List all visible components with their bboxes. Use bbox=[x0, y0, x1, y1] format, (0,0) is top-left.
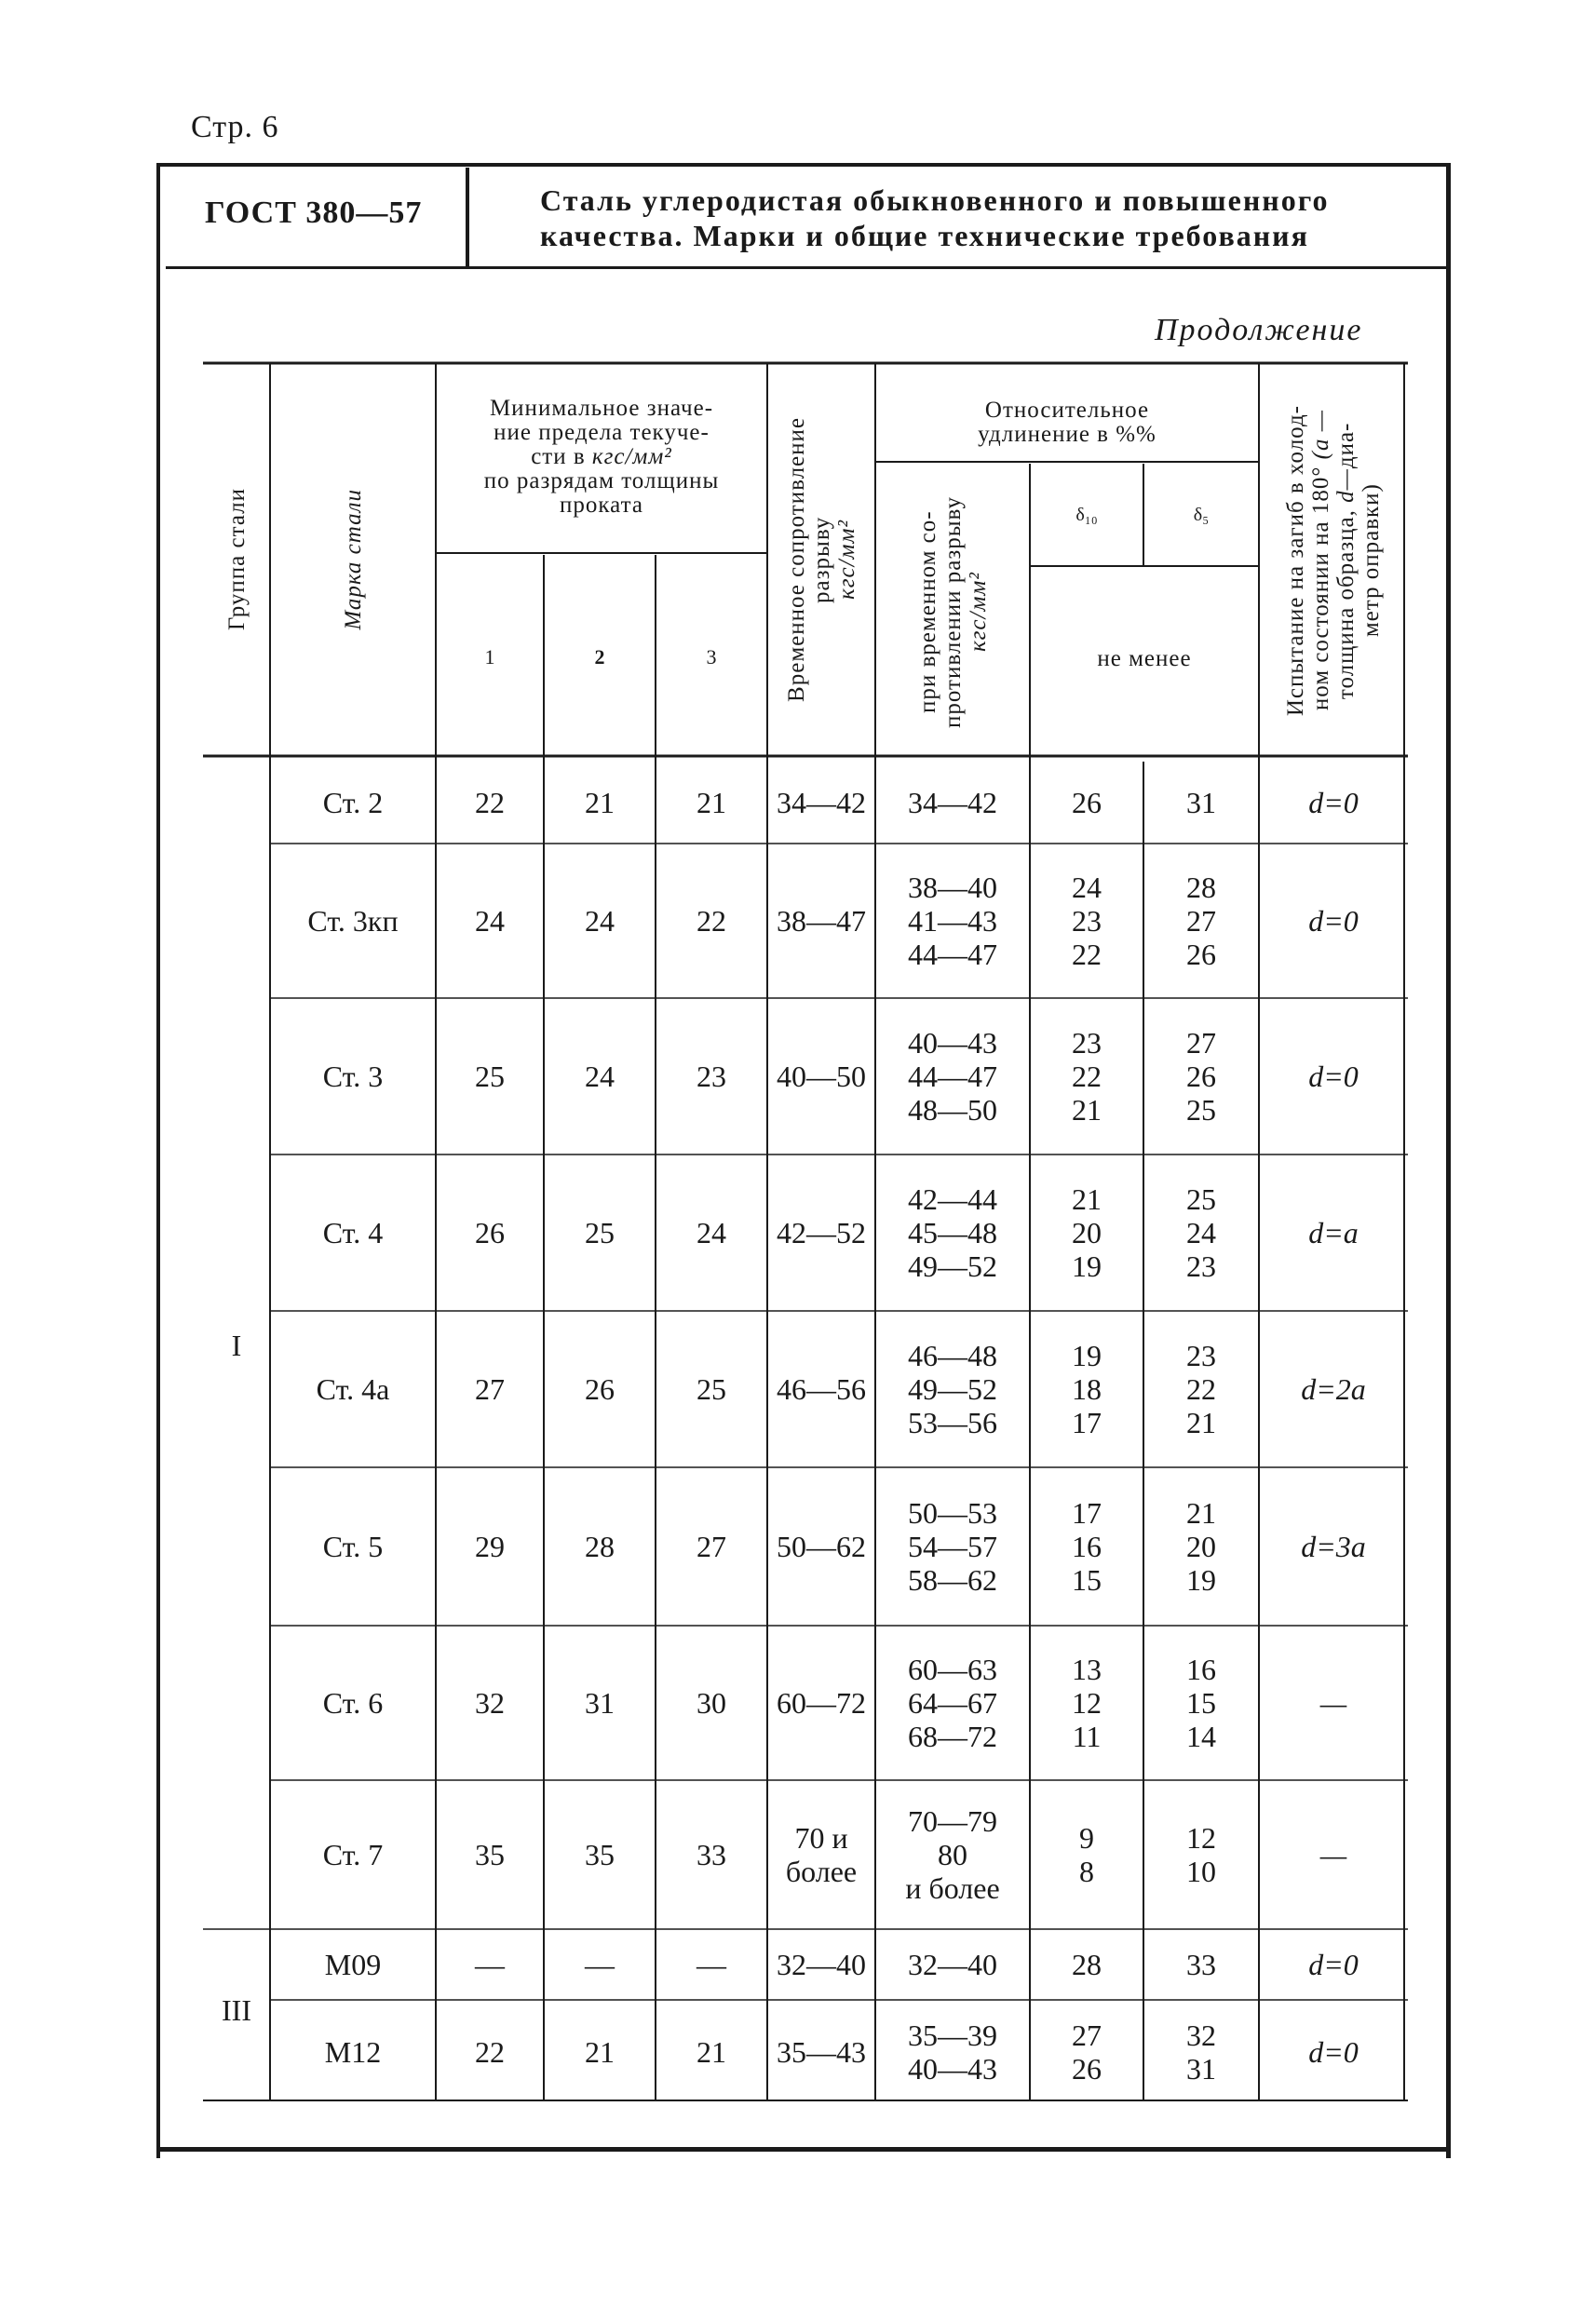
header-group-text: Группа стали bbox=[223, 488, 250, 631]
cell-line: 23 bbox=[1186, 1339, 1216, 1372]
table-cell-t1 bbox=[436, 1311, 544, 1467]
cell-line: — bbox=[1319, 1686, 1347, 1720]
cell-line: 25 bbox=[697, 1372, 726, 1406]
cell-line: 42—52 bbox=[777, 1216, 866, 1249]
table-cell-d5 bbox=[1143, 762, 1259, 844]
table-cell-t1 bbox=[436, 1780, 544, 1929]
header-at-tensile-text: при временном со- противлении разрыву кгс/мм² bbox=[914, 496, 991, 729]
cell-line: 8 bbox=[1079, 1855, 1094, 1888]
table-cell-d5 bbox=[1143, 1780, 1259, 1929]
cell-line: 68—72 bbox=[908, 1720, 997, 1753]
table-cell-t1 bbox=[436, 998, 544, 1154]
table-cell-tensile bbox=[767, 1780, 875, 1929]
table-cell-d10 bbox=[1030, 1311, 1143, 1467]
table-cell-grade bbox=[270, 762, 436, 844]
steel-properties-table bbox=[203, 359, 1408, 2104]
cell-line: Ст. 3 bbox=[322, 1060, 384, 1093]
table-cell-at-tensile bbox=[875, 1311, 1030, 1467]
cell-line: 70—79 bbox=[908, 1804, 997, 1838]
cell-line: — bbox=[475, 1948, 505, 1981]
table-cell-tensile bbox=[767, 1311, 875, 1467]
cell-line: 35 bbox=[585, 1838, 615, 1871]
table-cell-at-tensile bbox=[875, 1154, 1030, 1311]
cell-line: d=3a bbox=[1301, 1530, 1366, 1563]
table-cell-t2 bbox=[544, 998, 656, 1154]
cell-line: d=0 bbox=[1308, 1948, 1359, 1981]
header-not-less: не менее bbox=[1097, 646, 1192, 671]
cell-line: 31 bbox=[585, 1686, 615, 1720]
cell-line: 24 bbox=[585, 1060, 615, 1093]
cell-line: 35 bbox=[475, 1838, 505, 1871]
table-cell-d10 bbox=[1030, 762, 1143, 844]
cell-line: 34—42 bbox=[908, 786, 997, 819]
cell-line: 24 bbox=[697, 1216, 726, 1249]
cell-line: 31 bbox=[1186, 2052, 1216, 2086]
table-cell-d10 bbox=[1030, 1780, 1143, 1929]
cell-line: 38—40 bbox=[908, 871, 997, 904]
table-cell-bend bbox=[1259, 1467, 1408, 1626]
table-cell-t2 bbox=[544, 1467, 656, 1626]
table-cell-t1 bbox=[436, 1626, 544, 1780]
table-cell-d10 bbox=[1030, 844, 1143, 998]
cell-line: 21 bbox=[697, 2035, 726, 2069]
table-cell-d10 bbox=[1030, 1626, 1143, 1780]
table-cell-at-tensile bbox=[875, 1780, 1030, 1929]
table-cell-tensile bbox=[767, 762, 875, 844]
table-cell-tensile bbox=[767, 998, 875, 1154]
cell-line: 25 bbox=[585, 1216, 615, 1249]
table-cell-t1 bbox=[436, 762, 544, 844]
table-cell-tensile bbox=[767, 2000, 875, 2104]
table-cell-at-tensile bbox=[875, 1626, 1030, 1780]
cell-line: 9 bbox=[1079, 1821, 1094, 1855]
table-cell-t1 bbox=[436, 1154, 544, 1311]
yield-line-3: сти в кгс/мм² bbox=[531, 444, 672, 469]
cell-line: 80 bbox=[938, 1838, 967, 1871]
table-cell-tensile bbox=[767, 1929, 875, 2000]
cell-line: 22 bbox=[475, 2035, 505, 2069]
table-cell-tensile bbox=[767, 1626, 875, 1780]
cell-line: 11 bbox=[1072, 1720, 1102, 1753]
page-number: Стр. 6 bbox=[191, 110, 279, 144]
cell-line: 21 bbox=[1072, 1093, 1102, 1127]
cell-line: 32—40 bbox=[908, 1948, 997, 1981]
cell-line: М12 bbox=[324, 2035, 382, 2069]
elong-line-2: удлинение в %% bbox=[978, 422, 1156, 447]
cell-line: 60—72 bbox=[777, 1686, 866, 1720]
table-cell-bend bbox=[1259, 762, 1408, 844]
cell-line: 23 bbox=[697, 1060, 726, 1093]
table-cell-grade bbox=[270, 1154, 436, 1311]
header-divider bbox=[466, 168, 469, 266]
table-cell-d10 bbox=[1030, 2000, 1143, 2104]
cell-line: — bbox=[697, 1948, 726, 1981]
table-cell-d10 bbox=[1030, 1467, 1143, 1626]
table-cell-at-tensile bbox=[875, 844, 1030, 998]
cell-line: 16 bbox=[1186, 1653, 1216, 1686]
cell-line: 26 bbox=[585, 1372, 615, 1406]
cell-line: 64—67 bbox=[908, 1686, 997, 1720]
yield-line-4: по разрядам толщины bbox=[483, 468, 720, 493]
cell-line: 48—50 bbox=[908, 1093, 997, 1127]
cell-line: 29 bbox=[475, 1530, 505, 1563]
cell-line: 18 bbox=[1072, 1372, 1102, 1406]
cell-line: 23 bbox=[1186, 1249, 1216, 1283]
table-cell-grade bbox=[270, 1626, 436, 1780]
cell-line: 49—52 bbox=[908, 1372, 997, 1406]
table-cell-d10 bbox=[1030, 1154, 1143, 1311]
cell-line: Ст. 4 bbox=[322, 1216, 384, 1249]
group-label-iii: III bbox=[222, 1993, 251, 2027]
cell-line: 27 bbox=[1072, 2019, 1102, 2052]
table-cell-t3 bbox=[656, 762, 767, 844]
table-cell-tensile bbox=[767, 844, 875, 998]
frame-left-line bbox=[156, 166, 160, 2158]
cell-line: 23 bbox=[1072, 904, 1102, 938]
table-cell-at-tensile bbox=[875, 1467, 1030, 1626]
cell-line: d=0 bbox=[1308, 786, 1359, 819]
header-tensile bbox=[767, 369, 875, 750]
cell-line: 24 bbox=[1072, 871, 1102, 904]
header-grade-text: Марка стали bbox=[340, 489, 366, 630]
cell-line: 22 bbox=[1186, 1372, 1216, 1406]
header-thickness-3: 3 bbox=[706, 645, 717, 668]
table-cell-bend bbox=[1259, 2000, 1408, 2104]
cell-line: 33 bbox=[1186, 1948, 1216, 1981]
table-cell-t2 bbox=[544, 1154, 656, 1311]
cell-line: Ст. 4а bbox=[316, 1372, 390, 1406]
cell-line: 26 bbox=[1072, 786, 1102, 819]
title-line-2: качества. Марки и общие технические требования bbox=[540, 219, 1309, 252]
table-cell-t3 bbox=[656, 1929, 767, 2000]
cell-line: 32 bbox=[1186, 2019, 1216, 2052]
header-thickness-1: 1 bbox=[484, 645, 495, 668]
cell-line: 21 bbox=[697, 786, 726, 819]
cell-line: 41—43 bbox=[908, 904, 997, 938]
cell-line: 34—42 bbox=[777, 786, 866, 819]
cell-line: 26 bbox=[1072, 2052, 1102, 2086]
table-cell-d5 bbox=[1143, 1154, 1259, 1311]
frame-top-line bbox=[156, 163, 1451, 167]
cell-line: 28 bbox=[1186, 871, 1216, 904]
table-cell-t1 bbox=[436, 1467, 544, 1626]
cell-line: 22 bbox=[475, 786, 505, 819]
cell-line: 22 bbox=[697, 904, 726, 938]
cell-line: 46—48 bbox=[908, 1339, 997, 1372]
cell-line: d=2a bbox=[1301, 1372, 1366, 1406]
yield-line-1: Минимальное значе- bbox=[489, 396, 714, 421]
header-delta-5: δ₅ bbox=[1193, 505, 1210, 525]
cell-line: 19 bbox=[1072, 1339, 1102, 1372]
cell-line: 28 bbox=[1072, 1948, 1102, 1981]
table-cell-t3 bbox=[656, 1311, 767, 1467]
header-tensile-text: Временное сопротивление разрыву кгс/мм² bbox=[783, 417, 859, 702]
cell-line: 14 bbox=[1186, 1720, 1216, 1753]
cell-line: — bbox=[585, 1948, 615, 1981]
table-cell-t3 bbox=[656, 1467, 767, 1626]
table-cell-d5 bbox=[1143, 1311, 1259, 1467]
table-cell-t2 bbox=[544, 1626, 656, 1780]
cell-line: 25 bbox=[1186, 1093, 1216, 1127]
title-line-1: Сталь углеродистая обыкновенного и повышенного bbox=[540, 183, 1330, 217]
cell-line: более bbox=[785, 1855, 858, 1888]
table-cell-d5 bbox=[1143, 844, 1259, 998]
yield-line-5: проката bbox=[560, 493, 643, 518]
table-cell-t3 bbox=[656, 1154, 767, 1311]
cell-line: 35—39 bbox=[908, 2019, 997, 2052]
table-cell-t1 bbox=[436, 1929, 544, 2000]
cell-line: 27 bbox=[1186, 904, 1216, 938]
table-cell-grade bbox=[270, 1780, 436, 1929]
cell-line: 22 bbox=[1072, 938, 1102, 971]
frame-right-line bbox=[1446, 166, 1451, 2158]
cell-line: М09 bbox=[324, 1948, 382, 1981]
cell-line: 32 bbox=[475, 1686, 505, 1720]
cell-line: 49—52 bbox=[908, 1249, 997, 1283]
cell-line: 24 bbox=[475, 904, 505, 938]
cell-line: 40—50 bbox=[777, 1060, 866, 1093]
table-cell-d10 bbox=[1030, 1929, 1143, 2000]
cell-line: 24 bbox=[585, 904, 615, 938]
cell-line: 54—57 bbox=[908, 1530, 997, 1563]
cell-line: 25 bbox=[1186, 1182, 1216, 1216]
table-cell-grade bbox=[270, 1929, 436, 2000]
cell-line: 28 bbox=[585, 1530, 615, 1563]
cell-line: d=0 bbox=[1308, 2035, 1359, 2069]
cell-line: Ст. 2 bbox=[322, 786, 384, 819]
cell-line: 16 bbox=[1072, 1530, 1102, 1563]
cell-line: 15 bbox=[1072, 1563, 1102, 1597]
cell-line: 12 bbox=[1072, 1686, 1102, 1720]
cell-line: 17 bbox=[1072, 1406, 1102, 1439]
cell-line: 35—43 bbox=[777, 2035, 866, 2069]
cell-line: 40—43 bbox=[908, 2052, 997, 2086]
cell-line: и более bbox=[905, 1871, 1000, 1905]
cell-line: Ст. 5 bbox=[322, 1530, 384, 1563]
table-cell-t1 bbox=[436, 844, 544, 998]
table-cell-t2 bbox=[544, 1311, 656, 1467]
cell-line: 26 bbox=[1186, 1060, 1216, 1093]
header-bend bbox=[1259, 365, 1408, 756]
group-label-i: I bbox=[231, 1329, 242, 1362]
cell-line: 19 bbox=[1186, 1563, 1216, 1597]
continuation-label: Продолжение bbox=[1155, 313, 1363, 347]
header-group bbox=[203, 369, 270, 750]
table-cell-t1 bbox=[436, 2000, 544, 2104]
header-at-tensile bbox=[875, 464, 1030, 762]
table-cell-t3 bbox=[656, 1780, 767, 1929]
cell-line: 25 bbox=[475, 1060, 505, 1093]
header-rule bbox=[166, 266, 1451, 269]
cell-line: Ст. 3кп bbox=[307, 904, 399, 938]
table-cell-at-tensile bbox=[875, 1929, 1030, 2000]
table-cell-bend bbox=[1259, 1311, 1408, 1467]
table-cell-t3 bbox=[656, 1626, 767, 1780]
table-cell-bend bbox=[1259, 1626, 1408, 1780]
header-elongation bbox=[875, 385, 1259, 460]
table-cell-grade bbox=[270, 1467, 436, 1626]
cell-line: 13 bbox=[1072, 1653, 1102, 1686]
table-cell-bend bbox=[1259, 1929, 1408, 2000]
cell-line: 33 bbox=[697, 1838, 726, 1871]
header-bend-text: Испытание на загиб в холод- ном состоянии на 180° (a — толщина образца, d—диа- метр оправки) bbox=[1283, 404, 1384, 717]
table-cell-at-tensile bbox=[875, 2000, 1030, 2104]
table-cell-at-tensile bbox=[875, 998, 1030, 1154]
table-cell-t3 bbox=[656, 2000, 767, 2104]
table-cell-t2 bbox=[544, 1929, 656, 2000]
cell-line: 27 bbox=[697, 1530, 726, 1563]
table-cell-t2 bbox=[544, 844, 656, 998]
table-cell-at-tensile bbox=[875, 762, 1030, 844]
table-cell-t3 bbox=[656, 998, 767, 1154]
cell-line: 44—47 bbox=[908, 1060, 997, 1093]
cell-line: 20 bbox=[1186, 1530, 1216, 1563]
table-cell-grade bbox=[270, 998, 436, 1154]
cell-line: 21 bbox=[1072, 1182, 1102, 1216]
table-cell-t2 bbox=[544, 2000, 656, 2104]
header-thickness-2: 2 bbox=[594, 645, 605, 668]
cell-line: d=0 bbox=[1308, 904, 1359, 938]
cell-line: 40—43 bbox=[908, 1026, 997, 1060]
table-cell-bend bbox=[1259, 1780, 1408, 1929]
cell-line: 31 bbox=[1186, 786, 1216, 819]
table-cell-tensile bbox=[767, 1467, 875, 1626]
cell-line: 58—62 bbox=[908, 1563, 997, 1597]
cell-line: 32—40 bbox=[777, 1948, 866, 1981]
cell-line: 46—56 bbox=[777, 1372, 866, 1406]
cell-line: 21 bbox=[585, 786, 615, 819]
table-cell-d10 bbox=[1030, 998, 1143, 1154]
cell-line: 21 bbox=[1186, 1496, 1216, 1530]
elong-line-1: Относительное bbox=[984, 398, 1150, 423]
table-cell-t2 bbox=[544, 762, 656, 844]
cell-line: 24 bbox=[1186, 1216, 1216, 1249]
table-cell-d5 bbox=[1143, 998, 1259, 1154]
cell-line: 38—47 bbox=[777, 904, 866, 938]
cell-line: Ст. 6 bbox=[322, 1686, 384, 1720]
cell-line: 30 bbox=[697, 1686, 726, 1720]
table-cell-grade bbox=[270, 2000, 436, 2104]
cell-line: — bbox=[1319, 1838, 1347, 1871]
cell-line: d=0 bbox=[1308, 1060, 1359, 1093]
cell-line: 20 bbox=[1072, 1216, 1102, 1249]
header-delta-10: δ₁₀ bbox=[1075, 505, 1098, 525]
cell-line: 17 bbox=[1072, 1496, 1102, 1530]
table-cell-d5 bbox=[1143, 2000, 1259, 2104]
cell-line: 27 bbox=[475, 1372, 505, 1406]
yield-line-2: ние предела текуче- bbox=[494, 420, 710, 445]
table-cell-tensile bbox=[767, 1154, 875, 1311]
table-cell-t2 bbox=[544, 1780, 656, 1929]
cell-line: 12 bbox=[1186, 1821, 1216, 1855]
cell-line: 26 bbox=[475, 1216, 505, 1249]
table-cell-d5 bbox=[1143, 1467, 1259, 1626]
frame-bottom-line bbox=[156, 2147, 1451, 2152]
cell-line: 15 bbox=[1186, 1686, 1216, 1720]
document-title bbox=[540, 182, 1378, 253]
table-cell-bend bbox=[1259, 844, 1408, 998]
cell-line: Ст. 7 bbox=[322, 1838, 384, 1871]
cell-line: 21 bbox=[1186, 1406, 1216, 1439]
cell-line: 53—56 bbox=[908, 1406, 997, 1439]
table-cell-bend bbox=[1259, 998, 1408, 1154]
cell-line: 50—53 bbox=[908, 1496, 997, 1530]
cell-line: 50—62 bbox=[777, 1530, 866, 1563]
table-cell-grade bbox=[270, 844, 436, 998]
document-code: ГОСТ 380—57 bbox=[205, 196, 423, 230]
table-cell-d5 bbox=[1143, 1626, 1259, 1780]
table-cell-t3 bbox=[656, 844, 767, 998]
cell-line: 70 и bbox=[794, 1821, 848, 1855]
cell-line: 21 bbox=[585, 2035, 615, 2069]
cell-line: 19 bbox=[1072, 1249, 1102, 1283]
cell-line: 45—48 bbox=[908, 1216, 997, 1249]
table-cell-grade bbox=[270, 1311, 436, 1467]
cell-line: 42—44 bbox=[908, 1182, 997, 1216]
table-cell-d5 bbox=[1143, 1929, 1259, 2000]
cell-line: 44—47 bbox=[908, 938, 997, 971]
header-yield bbox=[436, 384, 767, 531]
cell-line: 60—63 bbox=[908, 1653, 997, 1686]
header-grade bbox=[270, 369, 436, 750]
cell-line: 26 bbox=[1186, 938, 1216, 971]
cell-line: 27 bbox=[1186, 1026, 1216, 1060]
cell-line: 23 bbox=[1072, 1026, 1102, 1060]
table-cell-bend bbox=[1259, 1154, 1408, 1311]
cell-line: 10 bbox=[1186, 1855, 1216, 1888]
cell-line: 22 bbox=[1072, 1060, 1102, 1093]
cell-line: d=a bbox=[1308, 1216, 1359, 1249]
